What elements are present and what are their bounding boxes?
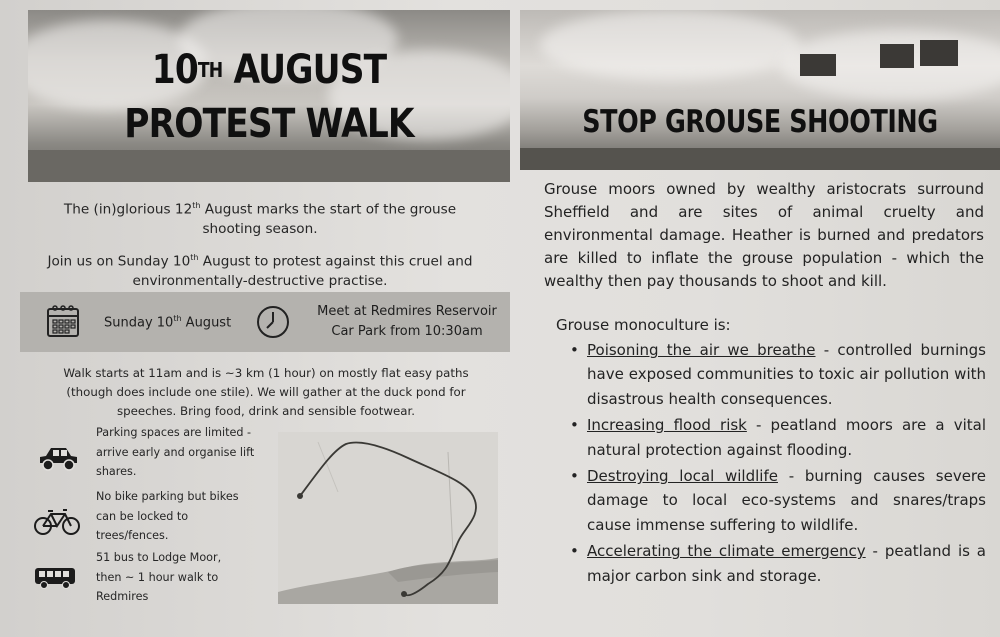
monoculture-heading: Grouse monoculture is: bbox=[556, 316, 731, 334]
intro-paragraph-2: Join us on Sunday 10th August to protest against this cruel and environmentally-destructive practise. bbox=[47, 253, 473, 289]
monoculture-list bbox=[566, 338, 986, 590]
calendar-icon bbox=[46, 304, 80, 338]
tractor-image bbox=[920, 40, 958, 66]
bus-info: 51 bus to Lodge Moor, then ~ 1 hour walk to Redmires bbox=[96, 551, 222, 603]
banner-title-protest-walk: PROTEST WALK bbox=[124, 101, 414, 147]
banner-title-date: 10TH AUGUST bbox=[151, 47, 387, 93]
walk-details: Walk starts at 11am and is ~3 km (1 hour) on mostly flat easy paths (though does include one stile). We will gather at the duck pond for speeches. Bring food, drink and sensible footwear. bbox=[63, 366, 469, 418]
list-item: • Poisoning the air we breathe - controlled burnings have exposed communities to toxic air pollution with disastrous health consequences. bbox=[570, 341, 986, 408]
list-item: • Destroying local wildlife - burning causes severe damage to local eco-systems and snares/traps cause immense suffering to wildlife. bbox=[570, 467, 986, 534]
bike-info: No bike parking but bikes can be locked to trees/fences. bbox=[96, 490, 239, 542]
bicycle-icon bbox=[33, 507, 81, 537]
stop-grouse-shooting-banner bbox=[520, 10, 1000, 170]
meeting-point: Meet at Redmires Reservoir Car Park from 10:30am bbox=[317, 304, 497, 339]
route-map bbox=[278, 432, 498, 604]
list-item: • Accelerating the climate emergency - peatland is a major carbon sink and storage. bbox=[570, 542, 986, 585]
route-map-graphic bbox=[278, 432, 498, 604]
smoke-cloud bbox=[540, 10, 800, 80]
car-icon bbox=[36, 445, 80, 473]
tractor-image bbox=[880, 44, 914, 68]
event-date: Sunday 10th August bbox=[104, 314, 232, 331]
moorland-ground bbox=[28, 150, 510, 182]
banner-title-stop-grouse-shooting: STOP GROUSE SHOOTING bbox=[582, 104, 938, 140]
protest-walk-banner bbox=[28, 10, 510, 182]
parking-info: Parking spaces are limited - arrive early and organise lift shares. bbox=[96, 426, 255, 478]
moorland-ground bbox=[520, 148, 1000, 170]
bus-icon bbox=[33, 566, 77, 590]
tractor-image bbox=[800, 54, 836, 76]
event-info-bar bbox=[20, 292, 510, 352]
list-item: • Increasing flood risk - peatland moors are a vital natural protection against flooding. bbox=[570, 416, 986, 459]
clock-icon bbox=[256, 305, 290, 339]
intro-paragraph-1: The (in)glorious 12th August marks the start of the grouse shooting season. bbox=[63, 201, 457, 237]
grouse-moors-paragraph: Grouse moors owned by wealthy aristocrats surround Sheffield and are sites of animal cruelty and environmental damage. Heather is burned and predators are killed to inflate the grouse population - which the wealthy then pay thousands to shoot and kill. bbox=[544, 180, 984, 290]
